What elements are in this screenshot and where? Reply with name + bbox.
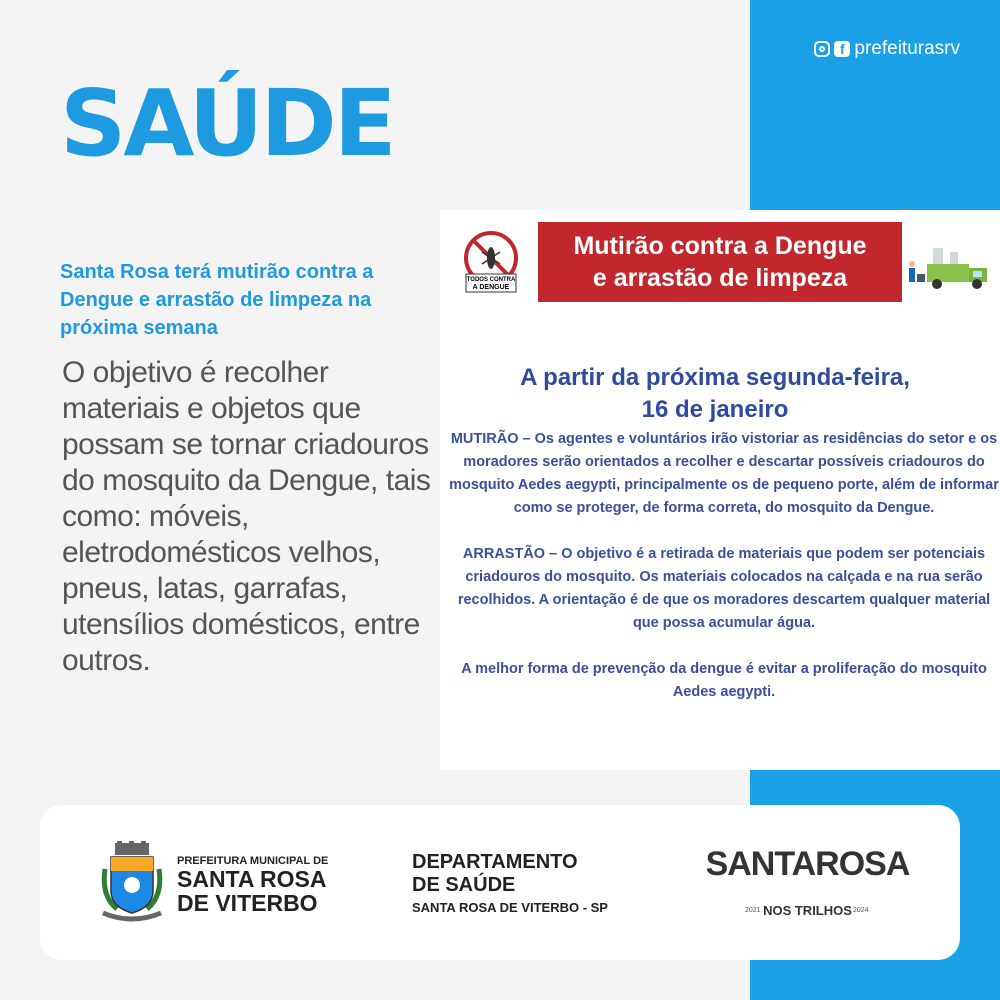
department-line-1: DEPARTAMENTO (412, 851, 578, 873)
details-text (448, 428, 1000, 727)
arrastao-paragraph: ARRASTÃO – O objetivo é a retirada de materiais que podem ser potenciais criadouros do mosquito. Os materiais colocados na calçada e na rua serão recolhidos. A orientação é de que os moradores descartem qualquer material que possa acumular água. (457, 546, 991, 631)
page-title: SAÚDE (60, 70, 394, 177)
prevencao-paragraph: A melhor forma de prevenção da dengue é evitar a proliferação do mosquito Aedes aegypti. (461, 661, 987, 700)
garbage-truck-icon (905, 246, 997, 294)
subtitle: Santa Rosa terá mutirão contra a Dengue e arrastão de limpeza na próxima semana (60, 261, 374, 339)
santa-rosa-nos-trilhos-logo (705, 845, 910, 930)
social-handle[interactable] (814, 38, 960, 60)
banner-line-1: Mutirão contra a Dengue (573, 232, 867, 260)
prefeitura-label: PREFEITURA MUNICIPAL DE (177, 855, 329, 867)
date-line-1: A partir da próxima segunda-feira, (520, 364, 910, 391)
department-name (412, 851, 578, 897)
sr-logo-sub: NOS TRILHOS (763, 903, 852, 918)
footer (40, 805, 960, 960)
sr-logo-main: SANTAROSA (705, 845, 910, 883)
banner-line-2: e arrastão de limpeza (592, 264, 848, 292)
dengue-mosquito-icon (460, 230, 522, 294)
date-line-2: 16 de janeiro (641, 396, 789, 423)
city-name-line-2: DE VITERBO (177, 890, 318, 916)
dengue-logo-text-2: A DENGUE (472, 284, 510, 291)
body-text: O objetivo é recolher materiais e objetos que possam se tornar criadouros do mosquito da Dengue, tais como: móveis, eletrodomésticos velhos, pneus, latas, garrafas, utensílios domésticos, entre outros. (62, 356, 431, 677)
social-handle-text: prefeiturasrv (854, 38, 960, 59)
instagram-icon (814, 41, 830, 57)
department-city: SANTA ROSA DE VITERBO - SP (412, 900, 608, 915)
department-line-2: DE SAÚDE (412, 874, 516, 896)
sr-year-right: 2024 (853, 907, 869, 914)
facebook-icon: f (834, 41, 850, 57)
dengue-logo-text-1: TODOS CONTRA (466, 277, 516, 283)
sr-year-left: 2021 (745, 907, 761, 914)
date-heading (450, 362, 980, 426)
campaign-banner (538, 222, 902, 302)
city-name-line-1: SANTA ROSA (177, 866, 327, 892)
mutirao-paragraph: MUTIRÃO – Os agentes e voluntários irão vistoriar as residências do setor e os moradores serão orientados a recolher e descartar possíveis criadouros do mosquito Aedes aegypti, principalmente os de pequeno porte, além de informar como se proteger, de forma correta, do mosquito da Dengue. (449, 431, 999, 516)
city-name (177, 867, 377, 915)
municipal-crest-icon (97, 841, 167, 925)
